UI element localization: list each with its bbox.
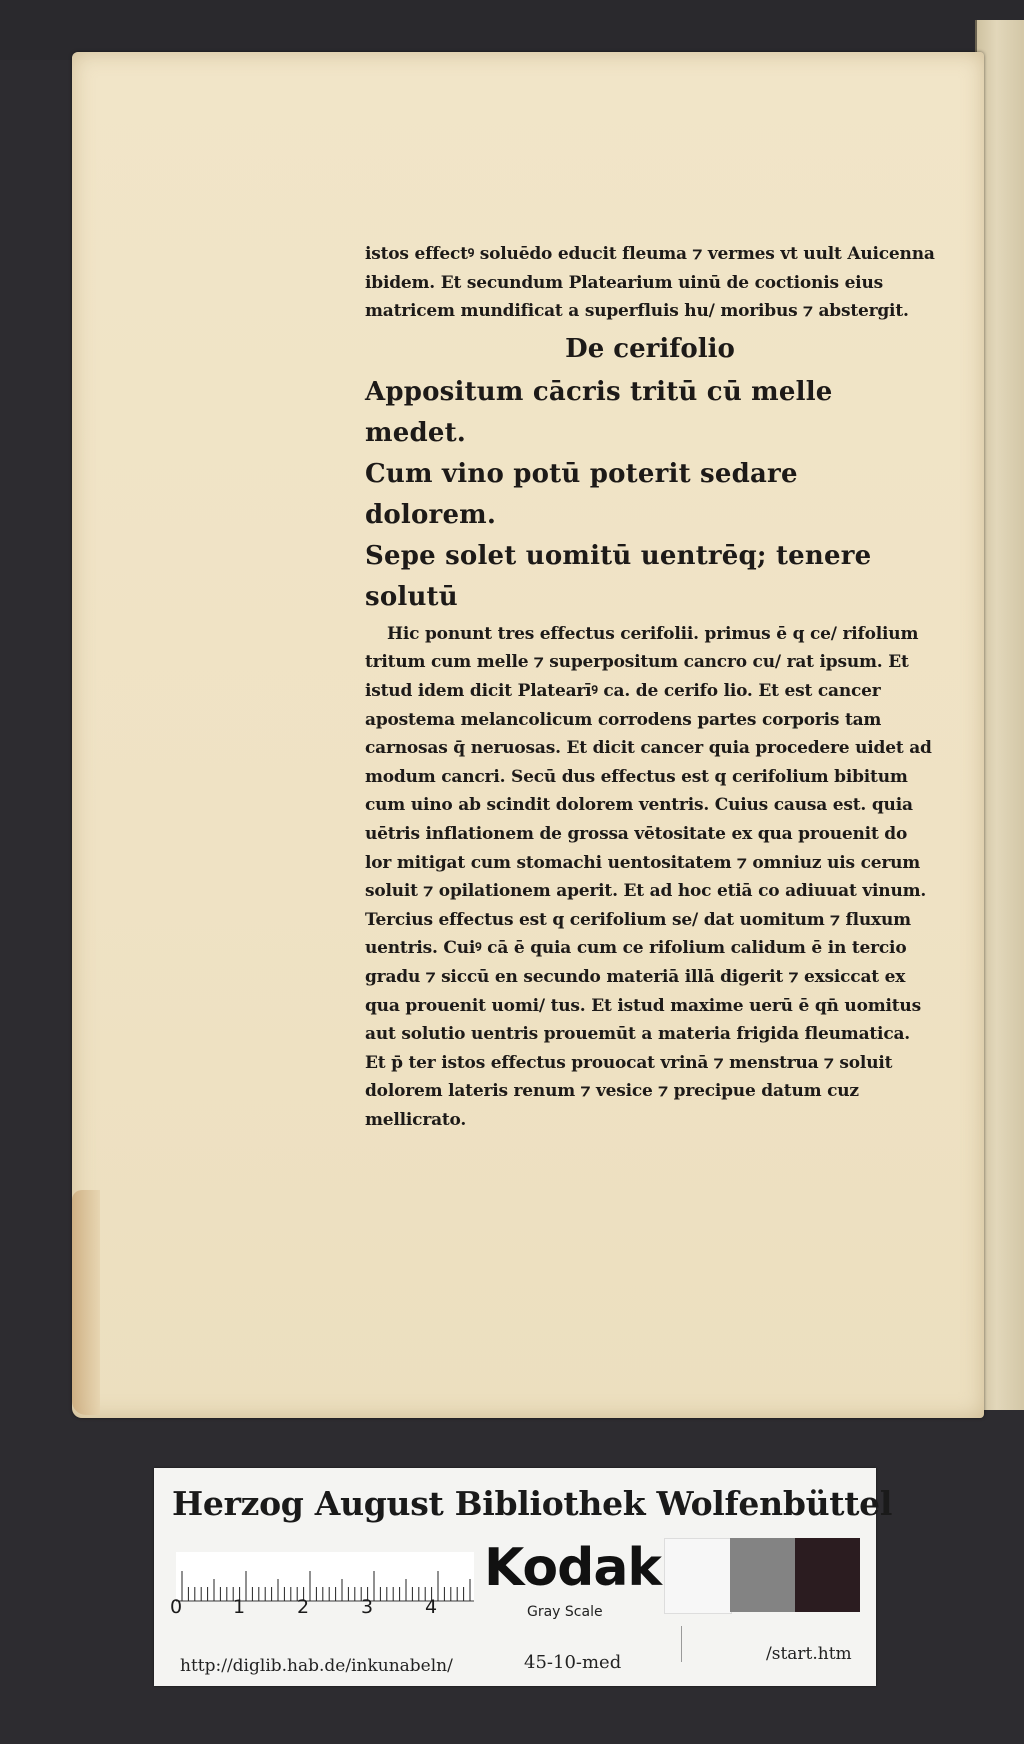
page-worn-edge <box>72 1190 100 1415</box>
ruler-number-0: 0 <box>170 1596 183 1618</box>
ruler-numbers <box>166 1596 466 1622</box>
shelfmark: 45-10-med <box>524 1652 622 1673</box>
commentary-paragraph: Hic ponunt tres effectus cerifolii. primus ē q ce/ rifolium tritum cum melle ⁊ superpositum cancro cu/ rat ipsum. Et istud idem dicit Platearīꝰ ca. de cerifo lio. Et est cancer apostema melancolicum corrodens partes corporis tam carnosas q̄ neruosas. Et dicit cancer quia procedere uidet ad modum cancri. Secū dus effectus est q cerifolium bibitum cum uino ab scindit dolorem ventris. Cuius causa est. quia uētris inflationem de grossa vētositate ex qua prouenit do lor mitigat cum stomachi uentositatem ⁊ omniuz uis cerum soluit ⁊ opilationem aperit. Et ad hoc etiā co adiuuat vinum. Tercius effectus est q cerifolium se/ dat uomitum ⁊ fluxum uentris. Cuiꝰ cā ē quia cum ce rifolium calidum ē in tercio gradu ⁊ siccū en secundo materiā illā digerit ⁊ exsiccat ex qua prouenit uomi/ tus. Et istud maxime uerū ē qn̄ uomitus aut solutio uentris prouemūt a materia frigida fleumatica. Et p̄ ter istos effectus prouocat vrinā ⁊ menstrua ⁊ soluit dolorem lateris renum ⁊ vesice ⁊ precipue datum cuz mellicrato. <box>365 623 932 1130</box>
base-url: http://diglib.hab.de/inkunabeln/ <box>180 1656 453 1676</box>
verse-line-3: Sepe solet uomitū uentrēq; tenere solutū <box>365 540 872 612</box>
gray-patch <box>730 1538 795 1612</box>
label-divider <box>681 1626 682 1662</box>
black-patch <box>795 1538 860 1612</box>
ruler-number-4: 4 <box>425 1596 438 1618</box>
opening-paragraph: istos effectꝰ soluēdo educit fleuma ⁊ vermes vt uult Auicenna ibidem. Et secundum Platearium uinū de coctionis eius matricem mundificat a superfluis hu/ moribus ⁊ abstergit. <box>365 244 935 322</box>
ruler-scale <box>176 1552 474 1602</box>
library-name: Herzog August Bibliothek Wolfenbüttel <box>172 1484 893 1523</box>
kodak-logo: Kodak <box>484 1538 661 1598</box>
ruler-number-2: 2 <box>297 1596 310 1618</box>
page-text-block <box>365 240 935 1134</box>
verse-line-1: Appositum cācris tritū cū melle medet. <box>365 376 833 448</box>
verse-line-2: Cum vino potū poterit sedare dolorem. <box>365 458 798 530</box>
white-patch <box>664 1538 732 1614</box>
scan-backdrop <box>0 0 1024 60</box>
ruler-number-3: 3 <box>361 1596 374 1618</box>
color-target-card <box>154 1468 893 1686</box>
start-url: /start.htm <box>766 1644 852 1664</box>
ruler-number-1: 1 <box>233 1596 246 1618</box>
section-heading: De cerifolio <box>565 333 735 364</box>
gray-scale-label: Gray Scale <box>527 1604 603 1620</box>
